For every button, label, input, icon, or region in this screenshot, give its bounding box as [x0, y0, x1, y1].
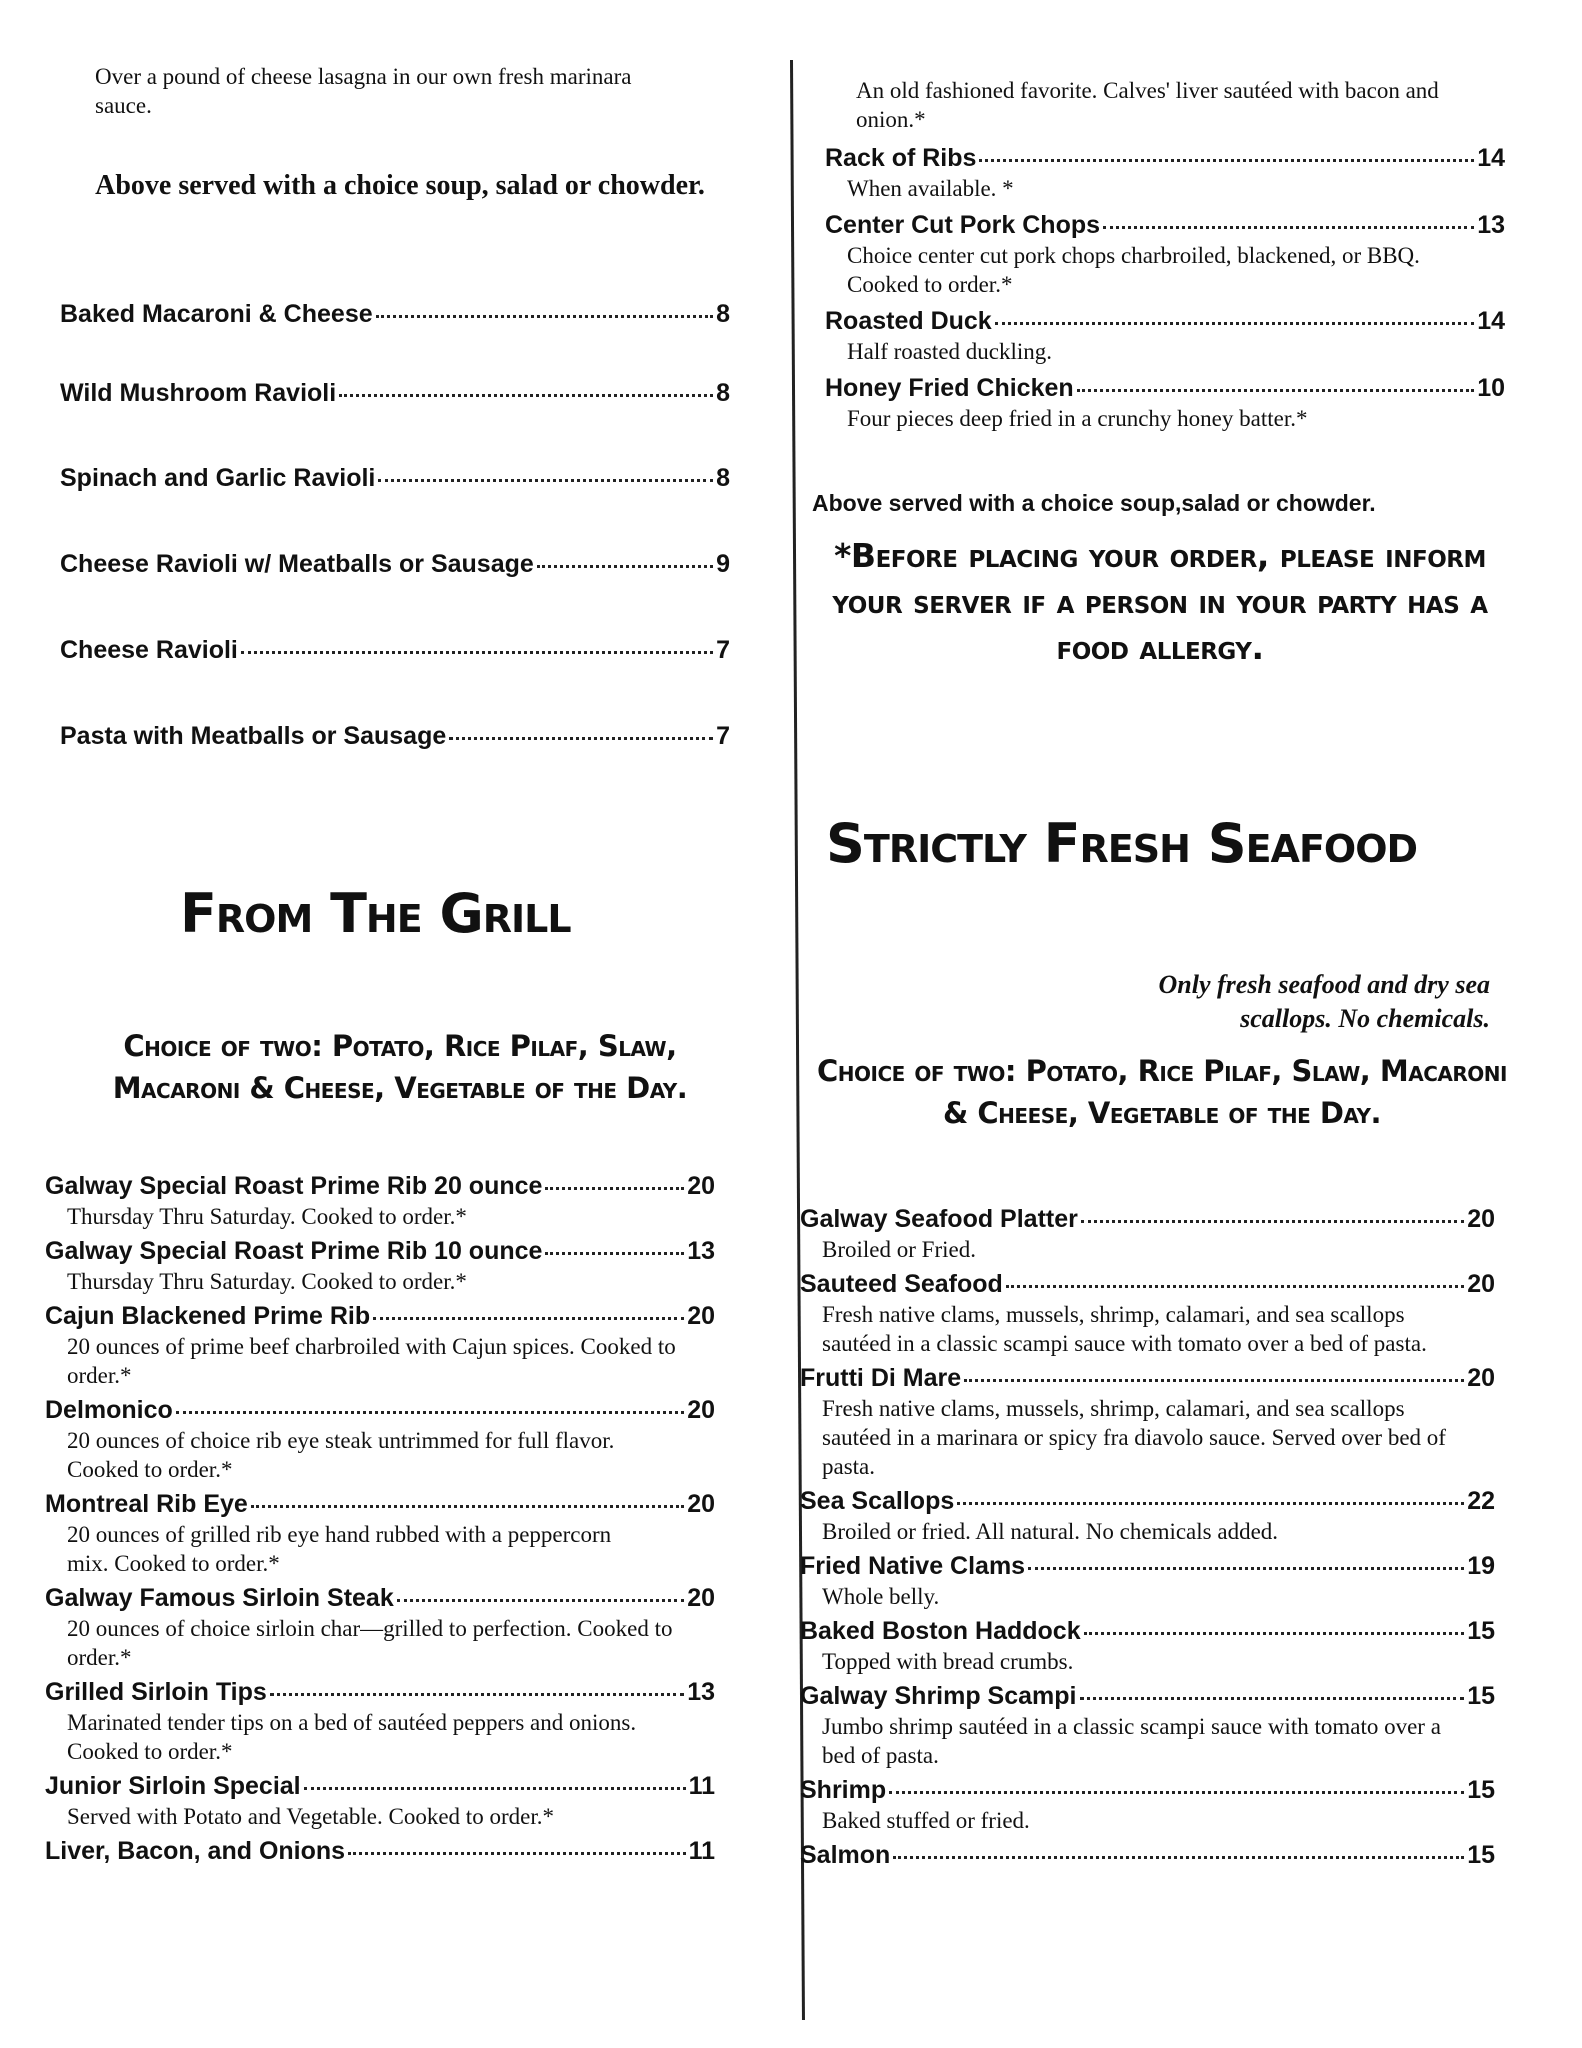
item-price: 8: [716, 464, 730, 492]
item-price: 20: [687, 1584, 715, 1612]
item-price: 20: [687, 1396, 715, 1424]
leader-dots: [893, 1856, 1464, 1859]
item-price: 20: [1467, 1205, 1495, 1233]
seafood-list: [800, 1203, 1495, 1871]
menu-item: [825, 372, 1505, 433]
menu-item: [825, 305, 1505, 366]
leader-dots: [397, 1599, 684, 1602]
item-description: Four pieces deep fried in a crunchy honey batter.*: [847, 406, 1308, 431]
item-name: Sea Scallops: [800, 1487, 955, 1515]
menu-item: [45, 1394, 715, 1484]
item-price: 9: [716, 550, 730, 578]
item-price: 20: [687, 1302, 715, 1330]
menu-item: [800, 1774, 1495, 1835]
item-name: Shrimp: [800, 1776, 887, 1804]
menu-item: [60, 634, 730, 666]
item-price: 13: [687, 1237, 715, 1265]
item-name: Baked Boston Haddock: [800, 1617, 1081, 1645]
menu-item: [800, 1485, 1495, 1546]
menu-item: [60, 720, 730, 752]
item-name: Spinach and Garlic Ravioli: [60, 464, 376, 492]
grill-sides-note: Choice of two: Potato, Rice Pilaf, Slaw, Macaroni & Cheese, Vegetable of the Day.: [112, 1029, 688, 1105]
leader-dots: [889, 1791, 1464, 1794]
item-price: 15: [1467, 1682, 1495, 1710]
served-with-note: Above served with a choice soup,salad or chowder.: [812, 490, 1376, 516]
served-with-note: Above served with a choice soup, salad or chowder.: [95, 170, 705, 201]
item-name: Sauteed Seafood: [800, 1270, 1003, 1298]
item-description: 20 ounces of prime beef charbroiled with Cajun spices. Cooked to order.*: [67, 1334, 676, 1388]
item-name: Galway Shrimp Scampi: [800, 1682, 1077, 1710]
lasagna-description: Over a pound of cheese lasagna in our own fresh marinara sauce.: [95, 64, 632, 118]
item-price: 7: [716, 722, 730, 750]
menu-item: [800, 1550, 1495, 1611]
item-name: Center Cut Pork Chops: [825, 211, 1101, 239]
item-price: 13: [687, 1678, 715, 1706]
item-price: 15: [1467, 1776, 1495, 1804]
item-description: Choice center cut pork chops charbroiled, blackened, or BBQ. Cooked to order.*: [847, 243, 1420, 297]
item-description: Topped with bread crumbs.: [822, 1649, 1074, 1674]
item-price: 11: [688, 1837, 715, 1865]
menu-item: [800, 1268, 1495, 1358]
leader-dots: [270, 1693, 684, 1696]
seafood-tagline: Only fresh seafood and dry sea scallops. No chemicals.: [1158, 970, 1490, 1033]
menu-item: [825, 142, 1505, 203]
item-name: Junior Sirloin Special: [45, 1772, 301, 1800]
menu-item: [45, 1835, 715, 1867]
leader-dots: [241, 651, 713, 654]
item-price: 19: [1467, 1552, 1495, 1580]
item-name: Liver, Bacon, and Onions: [45, 1837, 346, 1865]
item-price: 22: [1467, 1487, 1495, 1515]
leader-dots: [995, 322, 1474, 325]
item-price: 20: [687, 1490, 715, 1518]
item-description: Served with Potato and Vegetable. Cooked to order.*: [67, 1804, 554, 1829]
menu-item: [60, 548, 730, 580]
item-description: When available. *: [847, 176, 1014, 201]
leader-dots: [1081, 1220, 1464, 1223]
item-description: Thursday Thru Saturday. Cooked to order.*: [67, 1204, 467, 1229]
item-price: 13: [1477, 211, 1505, 239]
item-price: 11: [688, 1772, 715, 1800]
item-price: 8: [716, 300, 730, 328]
item-name: Galway Special Roast Prime Rib 20 ounce: [45, 1172, 543, 1200]
item-description: Broiled or Fried.: [822, 1237, 976, 1262]
item-description: Thursday Thru Saturday. Cooked to order.*: [67, 1269, 467, 1294]
item-description: Baked stuffed or fried.: [822, 1808, 1030, 1833]
menu-item: [45, 1676, 715, 1766]
menu-item: [60, 377, 730, 409]
item-name: Honey Fried Chicken: [825, 374, 1074, 402]
pasta-list: [60, 298, 730, 752]
item-description: Fresh native clams, mussels, shrimp, calamari, and sea scallops sautéed in a classic scampi sauce with tomato over a bed of pasta.: [822, 1302, 1427, 1356]
leader-dots: [1028, 1567, 1464, 1570]
leader-dots: [537, 565, 713, 568]
grill-list: [45, 1170, 715, 1867]
menu-item: [45, 1582, 715, 1672]
leader-dots: [957, 1502, 1464, 1505]
menu-item: [800, 1680, 1495, 1770]
item-price: 20: [687, 1172, 715, 1200]
grill-section-title: From The Grill: [180, 882, 571, 945]
item-price: 8: [716, 379, 730, 407]
leader-dots: [348, 1852, 686, 1855]
item-name: Pasta with Meatballs or Sausage: [60, 722, 447, 750]
leader-dots: [964, 1379, 1464, 1382]
item-price: 7: [716, 636, 730, 664]
leader-dots: [339, 394, 713, 397]
menu-item: [800, 1203, 1495, 1264]
leader-dots: [376, 315, 713, 318]
leader-dots: [304, 1787, 686, 1790]
item-price: 14: [1477, 144, 1505, 172]
item-name: Fried Native Clams: [800, 1552, 1026, 1580]
item-description: 20 ounces of choice rib eye steak untrimmed for full flavor. Cooked to order.*: [67, 1428, 615, 1482]
leader-dots: [545, 1187, 684, 1190]
item-name: Salmon: [800, 1841, 891, 1869]
leader-dots: [545, 1252, 684, 1255]
item-name: Cajun Blackened Prime Rib: [45, 1302, 371, 1330]
menu-item: [800, 1615, 1495, 1676]
item-name: Roasted Duck: [825, 307, 992, 335]
item-name: Wild Mushroom Ravioli: [60, 379, 337, 407]
item-price: 15: [1467, 1841, 1495, 1869]
item-description: Whole belly.: [822, 1584, 940, 1609]
menu-item: [45, 1235, 715, 1296]
liver-description: An old fashioned favorite. Calves' liver sautéed with bacon and onion.*: [856, 78, 1439, 132]
item-name: Galway Special Roast Prime Rib 10 ounce: [45, 1237, 543, 1265]
menu-item: [60, 462, 730, 494]
seafood-section-title: Strictly Fresh Seafood: [826, 812, 1418, 875]
item-price: 10: [1477, 374, 1505, 402]
menu-item: [800, 1839, 1495, 1871]
item-name: Rack of Ribs: [825, 144, 977, 172]
item-price: 20: [1467, 1270, 1495, 1298]
allergy-notice: *Before placing your order, please inform your server if a person in your party has a food allergy.: [832, 536, 1488, 667]
menu-item: [45, 1770, 715, 1831]
item-description: Half roasted duckling.: [847, 339, 1053, 364]
menu-item: [45, 1170, 715, 1231]
item-name: Montreal Rib Eye: [45, 1490, 248, 1518]
menu-item: [60, 298, 730, 330]
item-description: 20 ounces of grilled rib eye hand rubbed with a peppercorn mix. Cooked to order.*: [67, 1522, 612, 1576]
leader-dots: [1084, 1632, 1465, 1635]
menu-item: [45, 1488, 715, 1578]
item-description: Fresh native clams, mussels, shrimp, calamari, and sea scallops sautéed in a marinara or spicy fra diavolo sauce. Served over bed of pasta.: [822, 1396, 1446, 1479]
item-price: 15: [1467, 1617, 1495, 1645]
leader-dots: [1103, 226, 1474, 229]
item-price: 14: [1477, 307, 1505, 335]
leader-dots: [1006, 1285, 1464, 1288]
leader-dots: [449, 737, 713, 740]
menu-item: [825, 209, 1505, 299]
leader-dots: [1080, 1697, 1465, 1700]
item-name: Delmonico: [45, 1396, 173, 1424]
leader-dots: [1077, 389, 1475, 392]
item-description: Broiled or fried. All natural. No chemicals added.: [822, 1519, 1279, 1544]
item-price: 20: [1467, 1364, 1495, 1392]
item-name: Grilled Sirloin Tips: [45, 1678, 267, 1706]
leader-dots: [373, 1317, 684, 1320]
grill-list-continued: [825, 142, 1505, 433]
item-name: Cheese Ravioli w/ Meatballs or Sausage: [60, 550, 534, 578]
item-name: Baked Macaroni & Cheese: [60, 300, 373, 328]
item-name: Frutti Di Mare: [800, 1364, 962, 1392]
leader-dots: [251, 1505, 684, 1508]
item-description: Jumbo shrimp sautéed in a classic scampi sauce with tomato over a bed of pasta.: [822, 1714, 1441, 1768]
seafood-sides-note: Choice of two: Potato, Rice Pilaf, Slaw, Macaroni & Cheese, Vegetable of the Day.: [817, 1054, 1507, 1130]
menu-item: [800, 1362, 1495, 1481]
item-description: Marinated tender tips on a bed of sautéed peppers and onions. Cooked to order.*: [67, 1710, 637, 1764]
menu-item: [45, 1300, 715, 1390]
leader-dots: [979, 159, 1474, 162]
item-description: 20 ounces of choice sirloin char—grilled to perfection. Cooked to order.*: [67, 1616, 673, 1670]
item-name: Cheese Ravioli: [60, 636, 238, 664]
leader-dots: [176, 1411, 684, 1414]
item-name: Galway Famous Sirloin Steak: [45, 1584, 394, 1612]
item-name: Galway Seafood Platter: [800, 1205, 1078, 1233]
leader-dots: [378, 479, 713, 482]
